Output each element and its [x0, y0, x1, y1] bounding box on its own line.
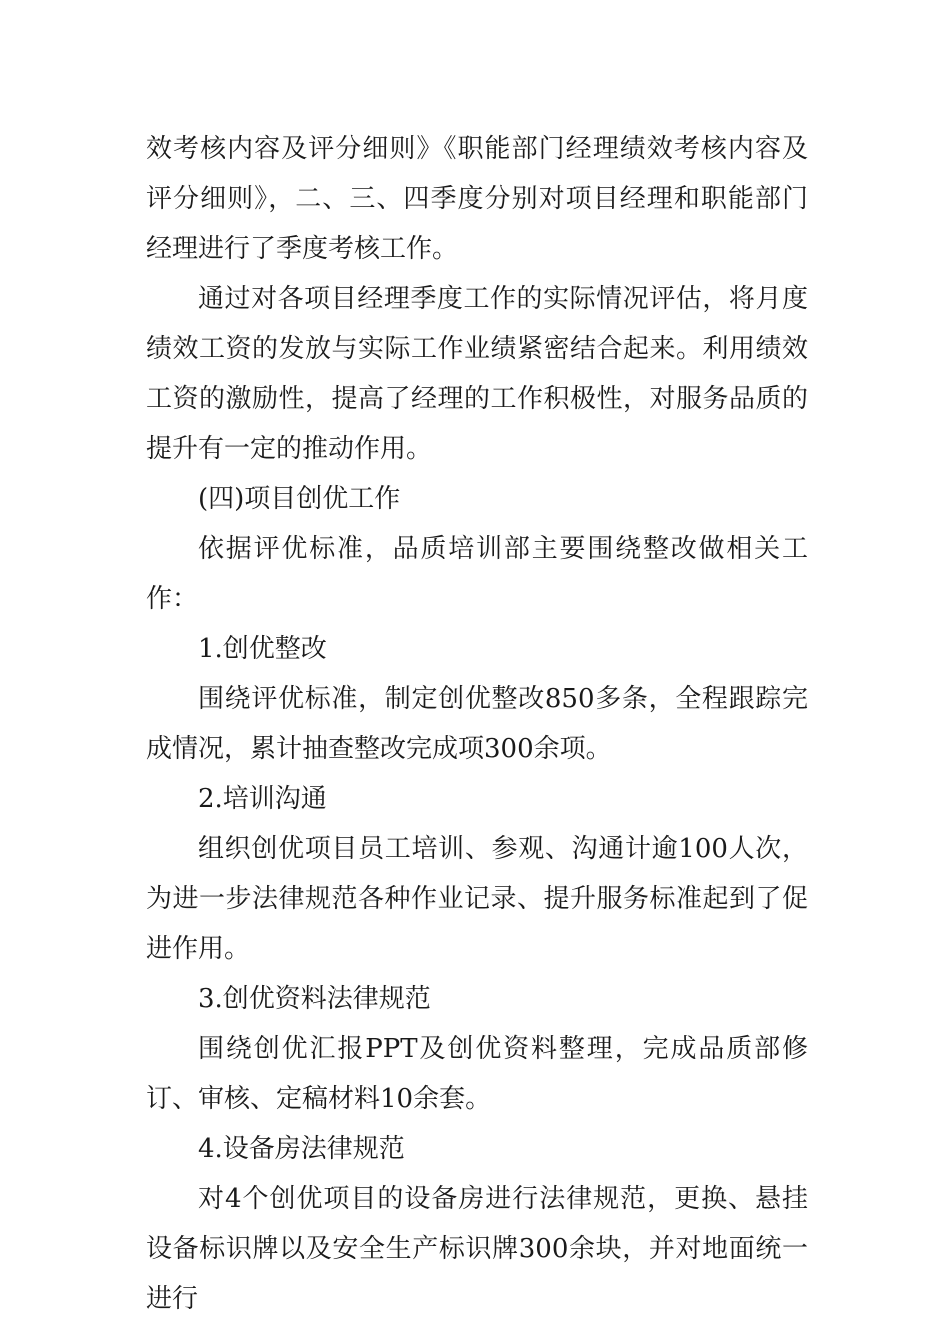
subheading-rectification: 1.创优整改: [198, 634, 327, 664]
paragraph-training: 组织创优项目员工培训、参观、沟通计逾100人次，为进一步法律规范各种作业记录、提升服务标准起到了促进作用。: [146, 834, 808, 964]
subheading-materials: 3.创优资料法律规范: [198, 984, 431, 1014]
paragraph-rectification: 围绕评优标准，制定创优整改850多条，全程跟踪完成情况，累计抽查整改完成项300余项。: [146, 684, 808, 764]
paragraph-evaluation: 通过对各项目经理季度工作的实际情况评估，将月度绩效工资的发放与实际工作业绩紧密结合起来。利用绩效工资的激励性，提高了经理的工作积极性，对服务品质的提升有一定的推动作用。: [146, 284, 808, 464]
paragraph-equipment-room: 对4个创优项目的设备房进行法律规范，更换、悬挂设备标识牌以及安全生产标识牌300余块，并对地面统一进行: [146, 1184, 808, 1314]
paragraph-materials: 围绕创优汇报PPT及创优资料整理，完成品质部修订、审核、定稿材料10余套。: [146, 1034, 808, 1114]
document-body: [146, 124, 808, 1324]
section-heading-project-excellence: (四)项目创优工作: [198, 484, 401, 514]
paragraph-continuation: 效考核内容及评分细则》《职能部门经理绩效考核内容及评分细则》，二、三、四季度分别对项目经理和职能部门经理进行了季度考核工作。: [146, 134, 808, 264]
subheading-training: 2.培训沟通: [198, 784, 327, 814]
paragraph-intro: 依据评优标准，品质培训部主要围绕整改做相关工作：: [146, 534, 808, 614]
subheading-equipment-room: 4.设备房法律规范: [198, 1134, 405, 1164]
